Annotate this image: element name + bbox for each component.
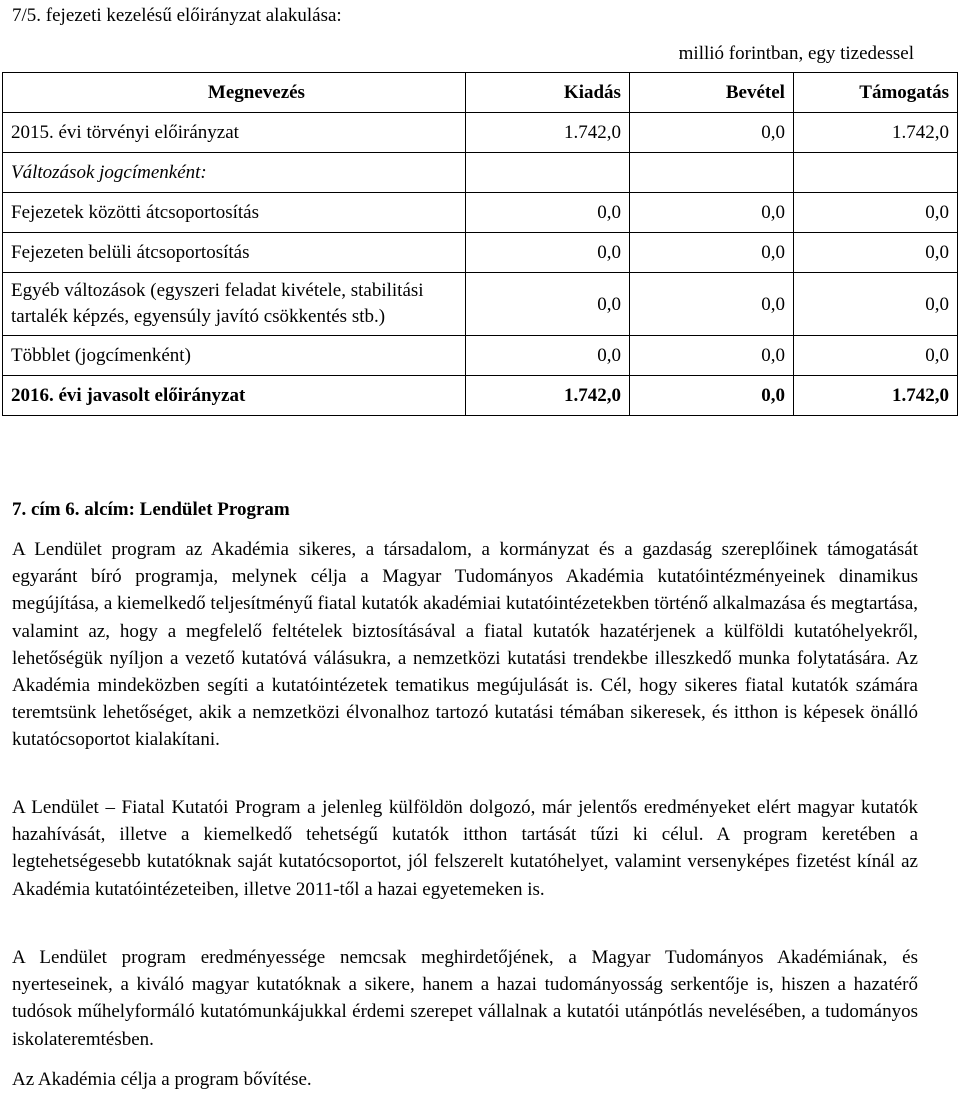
cell-bevetel: 0,0: [629, 193, 793, 233]
header-kiadas: Kiadás: [465, 73, 629, 113]
cell-kiadas: 0,0: [465, 273, 629, 336]
cell-tamogatas: 0,0: [793, 233, 957, 273]
row-label: 2016. évi javasolt előirányzat: [3, 376, 466, 416]
cell-bevetel: 0,0: [629, 376, 793, 416]
unit-note: millió forintban, egy tizedessel: [678, 43, 914, 64]
header-megnevezes: Megnevezés: [3, 73, 466, 113]
table-row: [3, 273, 958, 336]
table-row: [3, 153, 958, 193]
cell-tamogatas: 0,0: [793, 193, 957, 233]
cell-bevetel: 0,0: [629, 336, 793, 376]
row-label: 2015. évi törvényi előirányzat: [3, 113, 466, 153]
cell-bevetel: [629, 153, 793, 193]
table-row: [3, 113, 958, 153]
cell-kiadas: 1.742,0: [465, 113, 629, 153]
table-row: [3, 193, 958, 233]
row-label: Egyéb változások (egyszeri feladat kivétele, stabilitási tartalék képzés, egyensúly javító csökkentés stb.): [3, 273, 466, 336]
cell-bevetel: 0,0: [629, 113, 793, 153]
cell-tamogatas: 0,0: [793, 273, 957, 336]
header-bevetel: Bevétel: [629, 73, 793, 113]
cell-kiadas: 1.742,0: [465, 376, 629, 416]
paragraph: A Lendület program az Akadémia sikeres, a társadalom, a kormányzat és a gazdaság szereplőinek támogatását egyaránt bíró programja, melynek célja a Magyar Tudományos Akadémia kutatóintézményeinek dinamikus megújítása, a kiemelkedő teljesítményű fiatal kutatók akadémiai kutatóintézetekben történő alkalmazása és megtartása, valamint az, hogy a megfelelő feltételek biztosításával a fiatal kutatók hazatérjenek a külföldi kutatóhelyekről, lehetőségük nyíljon a vezető kutatóvá válásukra, a nemzetközi kutatási trendekbe illeszkedő munka folytatására. Az Akadémia mindeközben segíti a kutatóintézetek tematikus megújulását is. Cél, hogy sikeres fiatal kutatók számára teremtsünk lehetőséget, akik a nemzetközi élvonalhoz tartozó kutatási témában sikeresek, és itthon is képesek önálló kutatócsoportot kialakítani.: [12, 539, 918, 751]
header-tamogatas: Támogatás: [793, 73, 957, 113]
section-title: 7. cím 6. alcím: Lendület Program: [12, 499, 290, 520]
cell-kiadas: 0,0: [465, 193, 629, 233]
cell-tamogatas: 1.742,0: [793, 113, 957, 153]
table-row: [3, 336, 958, 376]
cell-kiadas: 0,0: [465, 233, 629, 273]
cell-bevetel: 0,0: [629, 233, 793, 273]
row-label: Fejezeten belüli átcsoportosítás: [3, 233, 466, 273]
chapter-heading: 7/5. fejezeti kezelésű előirányzat alakulása:: [12, 5, 342, 26]
cell-tamogatas: [793, 153, 957, 193]
row-label: Többlet (jogcímenként): [3, 336, 466, 376]
row-label: Változások jogcímenként:: [3, 153, 466, 193]
cell-kiadas: [465, 153, 629, 193]
paragraph: A Lendület – Fiatal Kutatói Program a jelenleg külföldön dolgozó, már jelentős eredményeket elért magyar kutatók hazahívását, illetve a kiemelkedő tehetségű kutatók itthon tartását tűzi ki célul. A program keretében a legtehetségesebb kutatóknak saját kutatócsoportot, jól felszerelt kutatóhelyet, valamint versenyképes fizetést kínál az Akadémia kutatóintézeteiben, illetve 2011-től a hazai egyetemeken is.: [12, 797, 918, 900]
cell-bevetel: 0,0: [629, 273, 793, 336]
row-label: Fejezetek közötti átcsoportosítás: [3, 193, 466, 233]
budget-table: [2, 72, 958, 416]
cell-kiadas: 0,0: [465, 336, 629, 376]
table-row: [3, 233, 958, 273]
paragraph: A Lendület program eredményessége nemcsak meghirdetőjének, a Magyar Tudományos Akadémiának, és nyerteseinek, a kiváló magyar kutatóknak a sikere, hanem a hazai tudományosság serkentője is, hiszen a hazatérő tudósok műhelyformáló kutatómunkájukkal érdemi szerepet vállalnak a kutatói utánpótlás nevelésében, a tudományos iskolateremtésben.: [12, 947, 918, 1050]
table-header-row: [3, 73, 958, 113]
cell-tamogatas: 0,0: [793, 336, 957, 376]
paragraph: Az Akadémia célja a program bővítése.: [12, 1069, 312, 1090]
table-total-row: [3, 376, 958, 416]
cell-tamogatas: 1.742,0: [793, 376, 957, 416]
